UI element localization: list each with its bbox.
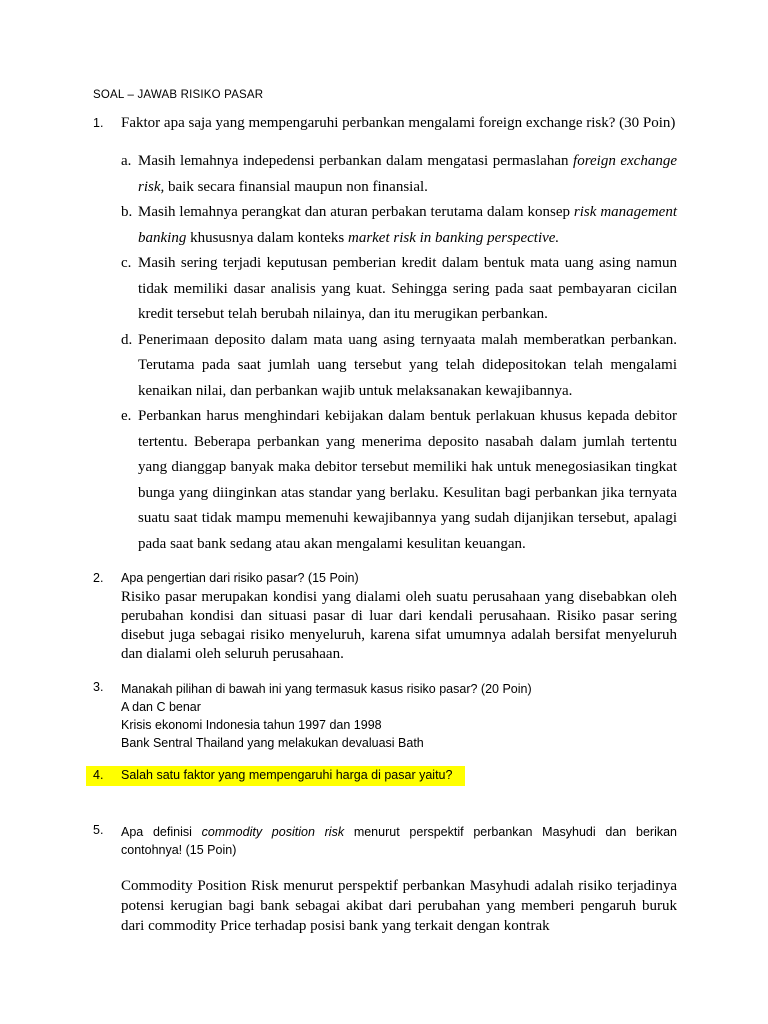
option-b-text-2: khususnya dalam konteks [186, 229, 348, 246]
option-c-letter: c. [121, 255, 132, 271]
question-2-answer: Risiko pasar merupakan kondisi yang dialami oleh suatu perusahaan yang disebabkan oleh perubahan kondisi dan situasi pasar di luar dari kendali perusahaan. Risiko pasar sering disebut juga sebagai risiko menyeluruh, karena sifat umumnya adalah bersifat menyeluruh dan dialami oleh seluruh perusahaan. [121, 589, 677, 662]
question-5-answer: Commodity Position Risk menurut perspektif perbankan Masyhudi adalah risiko terjadinya potensi kerugian bagi bank sebagai akibat dari perubahan yang memberi pengaruh buruk dari commodity Price terhadap posisi bank yang terkait dengan kontrak [121, 878, 677, 934]
option-a-letter: a. [121, 153, 132, 169]
question-5-text [121, 823, 677, 859]
question-1-text: Faktor apa saja yang mempengaruhi perbankan mengalami foreign exchange risk? (30 Poin) [121, 115, 676, 131]
question-3-number: 3. [93, 680, 104, 694]
option-b-italic-1: risk management banking [138, 204, 677, 246]
question-1-number: 1. [93, 116, 104, 130]
question-4-number: 4. [93, 768, 104, 782]
option-d [121, 328, 677, 405]
option-a [121, 149, 677, 200]
option-b [121, 200, 677, 251]
question-3-line-2: Krisis ekonomi Indonesia tahun 1997 dan 1998 [121, 718, 382, 732]
option-a-italic-1: foreign exchange risk, [138, 153, 678, 195]
option-d-letter: d. [121, 331, 133, 348]
question-4-text: Salah satu faktor yang mempengaruhi harga di pasar yaitu? [121, 768, 453, 782]
question-5-number: 5. [93, 823, 104, 837]
option-c [121, 251, 677, 328]
question-3-text: Manakah pilihan di bawah ini yang termasuk kasus risiko pasar? (20 Poin) [121, 682, 532, 696]
option-b-text-1: Masih lemahnya perangkat dan aturan perbakan terutama dalam konsep [138, 204, 574, 220]
option-e [121, 404, 677, 557]
question-5-italic: commodity position risk [201, 825, 345, 839]
option-c-text: Masih sering terjadi keputusan pemberian kredit dalam bentuk mata uang asing namun tidak memiliki dasar analisis yang kuat. Sehingga sering pada saat pembayaran cicilan kredit tersebut telah berubah nilainya, dan itu merugikan perbankan. [138, 255, 677, 322]
question-5-text-2: menurut perspektif perbankan Masyhudi dan berikan contohnya! (15 Poin) [121, 825, 677, 857]
option-d-text: Penerimaan deposito dalam mata uang asing ternyaata malah memberatkan perbankan. Terutama pada saat jumlah uang tersebut yang telah didepositokan telah mengalami kenaikan nilai, dan perbankan wajib untuk melaksanakan kewajibannya. [138, 331, 677, 399]
question-5-text-1: Apa definisi [121, 825, 202, 839]
question-3-block [121, 680, 532, 752]
option-b-italic-2: market risk in banking perspective. [347, 229, 560, 246]
question-2-text: Apa pengertian dari risiko pasar? (15 Poin) [121, 571, 359, 585]
question-3-line-3: Bank Sentral Thailand yang melakukan devaluasi Bath [121, 736, 424, 750]
question-3-line-1: A dan C benar [121, 700, 201, 714]
question-2-number: 2. [93, 571, 104, 585]
option-b-letter: b. [121, 204, 133, 220]
option-e-text: Perbankan harus menghindari kebijakan dalam bentuk perlakuan khusus kepada debitor tertentu. Beberapa perbankan yang menerima deposito nasabah dalam jumlah tertentu yang dianggap banyak maka debitor tersebut memiliki hak untuk menegosiasikan tingkat bunga yang diinginkan atas standar yang berlaku. Kesulitan bagi perbankan jika ternyata suatu saat tidak mampu memenuhi kewajibannya yang sudah dijanjikan tersebut, apalagi pada saat bank sedang atau akan mengalami kesulitan keuangan. [138, 408, 677, 552]
option-a-text-2: baik secara finansial maupun non finansial. [164, 178, 428, 195]
option-a-text-1: Masih lemahnya indepedensi perbankan dalam mengatasi permaslahan [138, 153, 574, 169]
question-1-options [121, 149, 677, 557]
option-e-letter: e. [121, 408, 132, 424]
page-title: SOAL – JAWAB RISIKO PASAR [93, 89, 264, 101]
